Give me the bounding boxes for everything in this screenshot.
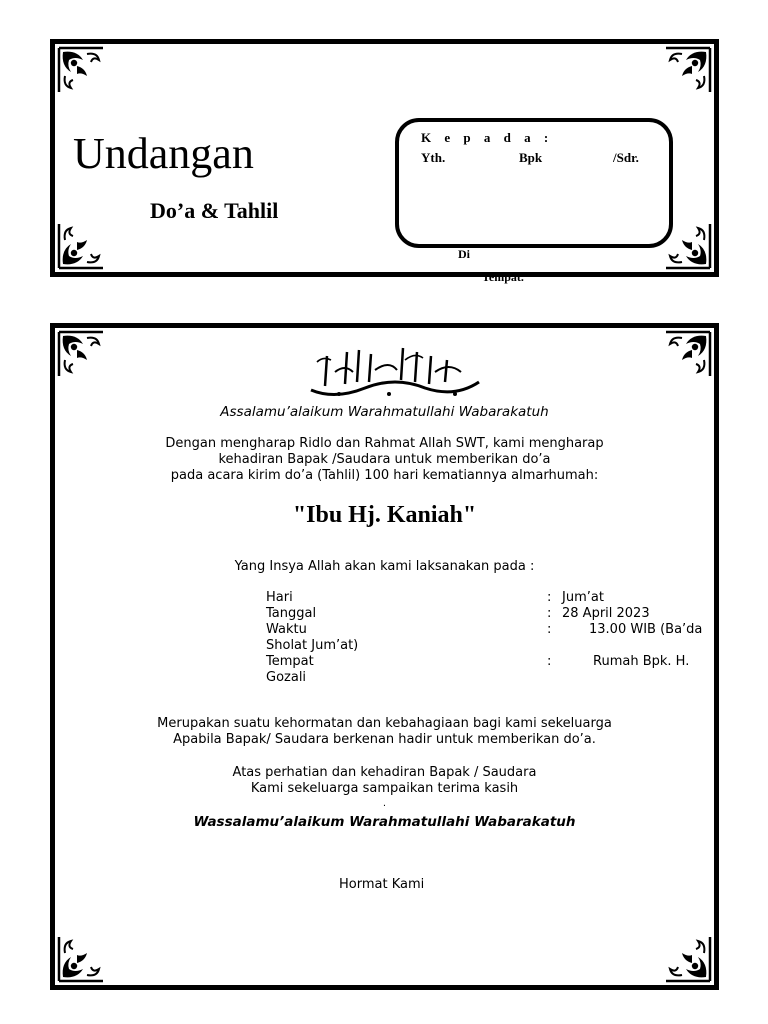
intro-paragraph: [55, 436, 714, 484]
hari-label: Hari: [266, 590, 293, 605]
di-label: Di: [458, 247, 470, 261]
invitation-cover: [50, 39, 719, 284]
tempat-label: Tempat.: [482, 270, 524, 284]
tanggal-value: 28 April 2023: [562, 606, 650, 621]
colon: :: [547, 622, 552, 637]
cover-subtitle: Do’a & Tahlil: [150, 198, 279, 223]
hari-value: Jum’at: [562, 590, 604, 605]
corner-ornament-icon: [57, 330, 105, 378]
tempat-continuation: Gozali: [266, 670, 307, 685]
thanks-paragraph: [55, 765, 714, 797]
intro-line: Dengan mengharap Ridlo dan Rahmat Allah SWT, kami mengharap: [165, 436, 604, 451]
separator-dot: .: [382, 798, 387, 809]
intro-line: kehadiran Bapak /Saudara untuk memberikan do’a: [218, 452, 551, 467]
schedule-intro: Yang Insya Allah akan kami laksanakan pada :: [234, 559, 535, 574]
kepada-label: K e p a d a :: [421, 130, 554, 145]
corner-ornament-icon: [664, 330, 712, 378]
tanggal-label: Tanggal: [266, 606, 317, 621]
closing-line: Apabila Bapak/ Saudara berkenan hadir untuk memberikan do’a.: [173, 732, 596, 747]
thanks-line: Kami sekeluarga sampaikan terima kasih: [250, 781, 519, 796]
bpk-label: Bpk: [519, 150, 543, 165]
corner-ornament-icon: [664, 46, 712, 94]
invitation-letter: [50, 323, 719, 990]
waktu-continuation: Sholat Jum’at): [266, 638, 359, 653]
waktu-value: 13.00 WIB (Ba’da: [589, 622, 703, 637]
cover-title: Undangan: [73, 129, 254, 178]
corner-ornament-icon: [57, 46, 105, 94]
closing-line: Merupakan suatu kehormatan dan kebahagiaan bagi kami sekeluarga: [157, 716, 612, 731]
sign-off: Hormat Kami: [339, 877, 425, 892]
closing-paragraph: [55, 716, 714, 748]
address-box: [395, 118, 673, 248]
colon: :: [547, 590, 552, 605]
closing-greeting: Wassalamu’alaikum Warahmatullahi Wabarakatuh: [193, 814, 576, 830]
bismillah-calligraphy-icon: [305, 342, 485, 404]
waktu-label: Waktu: [266, 622, 307, 637]
colon: :: [547, 606, 552, 621]
corner-ornament-icon: [57, 222, 105, 270]
colon: :: [547, 654, 552, 669]
deceased-name: "Ibu Hj. Kaniah": [292, 502, 477, 528]
tempat-label: Tempat: [266, 654, 314, 669]
intro-line: pada acara kirim do’a (Tahlil) 100 hari kematiannya almarhumah:: [170, 468, 599, 483]
yth-label: Yth.: [421, 150, 446, 165]
opening-greeting: Assalamu’alaikum Warahmatullahi Wabarakatuh: [220, 404, 549, 420]
corner-ornament-icon: [57, 935, 105, 983]
thanks-line: Atas perhatian dan kehadiran Bapak / Saudara: [232, 765, 537, 780]
tempat-value: Rumah Bpk. H.: [593, 654, 690, 669]
sdr-label: /Sdr.: [613, 150, 639, 165]
corner-ornament-icon: [664, 935, 712, 983]
